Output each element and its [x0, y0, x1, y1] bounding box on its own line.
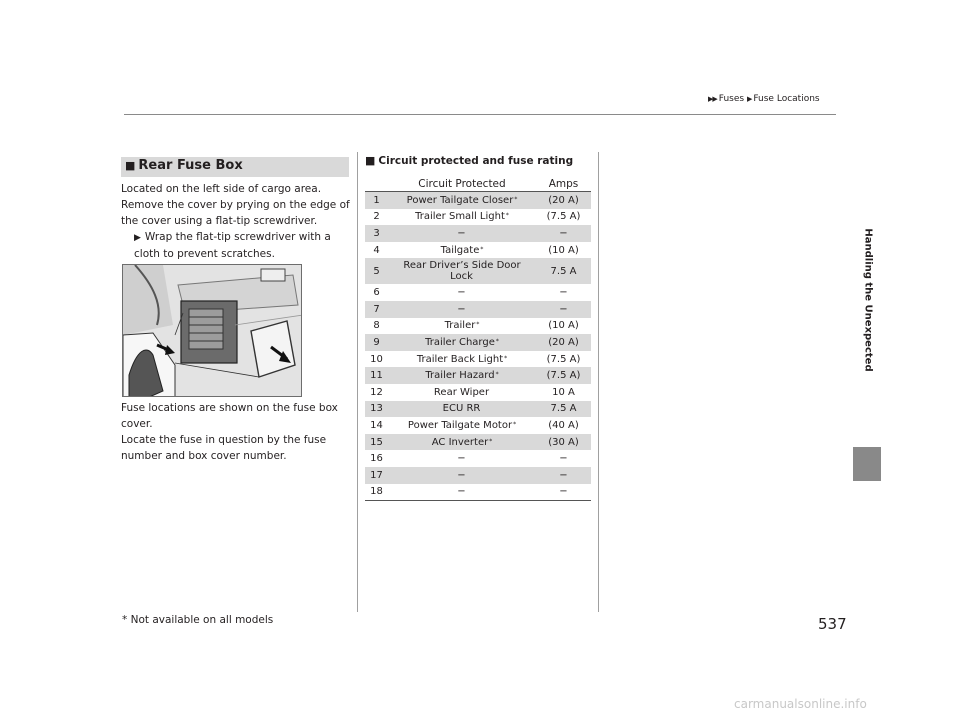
table-row: 15 AC Inverter* (30 A): [365, 434, 591, 451]
column-divider-left: [357, 152, 358, 612]
square-bullet-icon: ■: [125, 159, 136, 172]
column-divider-right: [598, 152, 599, 612]
locate-fuse-paragraph: Locate the fuse in question by the fuse number and box cover number.: [121, 434, 327, 462]
table-row: 11 Trailer Hazard* (7.5 A): [365, 367, 591, 384]
header-circuit-protected: Circuit Protected: [418, 178, 506, 190]
fuse-location-paragraph: Fuse locations are shown on the fuse box cover.: [121, 402, 338, 430]
table-row: 3 − −: [365, 225, 591, 242]
table-row: 18 − −: [370, 486, 568, 498]
table-row: 4 Tailgate* (10 A): [373, 244, 579, 256]
square-bullet-icon: ■: [365, 154, 376, 167]
header-number: [365, 177, 388, 191]
breadcrumb-fuse-locations[interactable]: Fuse Locations: [753, 94, 820, 104]
breadcrumb-arrow-icon: ▶▶: [708, 95, 717, 103]
breadcrumb-arrow-icon: ▶: [746, 95, 752, 103]
header-amps: Amps: [548, 178, 579, 190]
breadcrumb: [708, 94, 820, 104]
chapter-tab-marker: [853, 447, 881, 481]
section-heading: ■ Rear Fuse Box: [121, 157, 349, 177]
tip-arrow-icon: ▶: [134, 233, 141, 243]
table-row: 12 Rear Wiper 10 A: [370, 386, 575, 398]
table-row: 9 Trailer Charge* (20 A): [365, 334, 591, 351]
header-divider: [124, 114, 836, 115]
rear-fuse-box-photo: [122, 264, 302, 397]
table-row: 7 − −: [365, 301, 591, 318]
table-row: 10 Trailer Back Light* (7.5 A): [370, 353, 581, 365]
breadcrumb-fuses[interactable]: Fuses: [718, 94, 745, 104]
table-row: 8 Trailer* (10 A): [373, 320, 579, 332]
footnote: * Not available on all models: [122, 614, 274, 626]
intro-paragraph: Located on the left side of cargo area. Remove the cover by prying on the edge of the cover using a flat-tip screwdriver.: [121, 183, 350, 227]
table-row: 1 Power Tailgate Closer* (20 A): [365, 192, 591, 209]
table-row: 5 Rear Driver’s Side Door Lock 7.5 A: [365, 258, 591, 284]
watermark: carmanualsonline.info: [734, 697, 867, 711]
tip-paragraph: ▶ Wrap the flat-tip screwdriver with a cloth to prevent scratches.: [134, 231, 331, 260]
table-row: 17 − −: [365, 467, 591, 484]
table-row: 16 − −: [370, 453, 568, 465]
table-header-row: [365, 177, 591, 192]
table-row: 2 Trailer Small Light* (7.5 A): [373, 211, 581, 223]
table-row: 13 ECU RR 7.5 A: [365, 401, 591, 418]
table-row: 6 − −: [373, 287, 568, 299]
fuse-box-cover-illustration: [123, 265, 302, 397]
table-row: 14 Power Tailgate Motor* (40 A): [370, 419, 579, 431]
table-title: ■ Circuit protected and fuse rating: [365, 154, 574, 167]
fuse-rating-table: [365, 177, 591, 501]
page-number: 537: [818, 615, 847, 633]
